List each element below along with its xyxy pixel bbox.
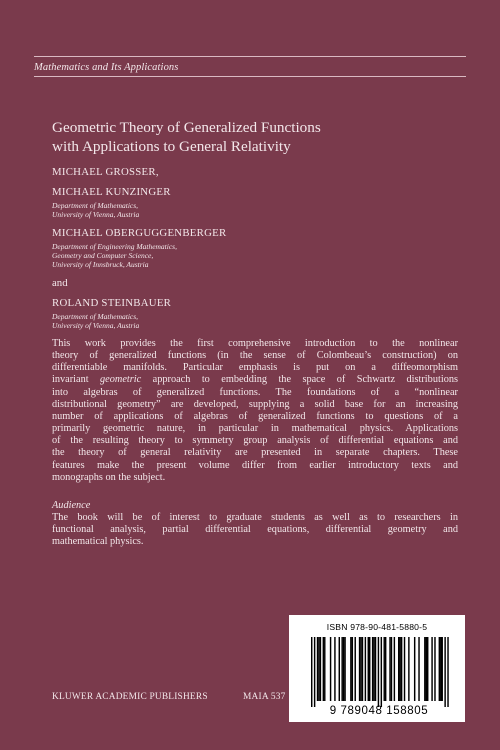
author-4 xyxy=(52,297,472,330)
abstract-line: This work provides the first comprehensive introduction to the nonlinear xyxy=(52,338,458,349)
barcode-bar xyxy=(440,637,441,701)
barcode-bar xyxy=(384,637,385,701)
series-code: MAIA 537 xyxy=(243,692,286,702)
barcode-bar xyxy=(408,637,409,701)
barcode-bar xyxy=(389,637,390,701)
and-connector: and xyxy=(52,277,68,289)
abstract-line: differentiable manifolds. Particular emphasis is put on a diffeomorphism xyxy=(52,362,458,374)
barcode-bar xyxy=(352,637,353,701)
isbn-label: ISBN 978-90-481-5880-5 xyxy=(326,622,428,632)
barcode-bar xyxy=(373,637,374,701)
series-rule xyxy=(34,76,466,77)
barcode-bar xyxy=(426,637,427,701)
author-name: MICHAEL OBERGUGGENBERGER xyxy=(52,227,227,239)
author-affiliation: Department of Engineering Mathematics, xyxy=(52,242,177,251)
barcode-bar xyxy=(339,637,340,701)
series-title: Mathematics and Its Applications xyxy=(34,62,179,73)
author-2 xyxy=(52,186,472,219)
book-title-line-1: Geometric Theory of Generalized Functions xyxy=(52,119,321,136)
barcode-bar xyxy=(341,637,342,701)
abstract-line: number of applications of algebras of generalized functions to questions of a xyxy=(52,410,458,422)
emphasis-geometric: geometric xyxy=(100,374,142,386)
abstract-line: distributional geometry” are developed, supplying a solid base for an increasing xyxy=(52,398,458,410)
barcode-bar xyxy=(330,637,331,701)
barcode-bar xyxy=(320,637,321,701)
abstract-fragment: approach to embedding the space of Schwartz distributions xyxy=(141,374,458,386)
barcode-bar xyxy=(311,637,312,707)
barcode-bar xyxy=(434,637,435,701)
barcode xyxy=(299,635,455,717)
abstract-line: the theory of general relativity are presented in separate chapters. These xyxy=(52,447,458,459)
barcode-bar xyxy=(334,637,335,701)
abstract-line xyxy=(52,374,458,386)
barcode-bar xyxy=(324,637,325,701)
abstract-line: into algebras of generalized functions. The foundations of a “nonlinear xyxy=(52,386,458,398)
barcode-bar xyxy=(369,637,370,701)
barcode-bar xyxy=(355,637,356,701)
barcode-bars xyxy=(311,637,449,707)
abstract-fragment: invariant xyxy=(52,374,101,386)
author-name: ROLAND STEINBAUER xyxy=(52,297,172,309)
barcode-bar xyxy=(365,637,366,701)
barcode-bar xyxy=(394,637,395,701)
barcode-bar xyxy=(427,637,428,701)
barcode-bar xyxy=(401,637,402,701)
author-affiliation: University of Vienna, Austria xyxy=(52,210,140,219)
abstract-line: primarily geometric nature, in particular in mathematical physics. Applications xyxy=(52,423,458,435)
barcode-bar xyxy=(447,637,448,707)
abstract-line: features make the present volume differ from earlier introductory texts and xyxy=(52,459,458,471)
audience-line: The book will be of interest to graduate students as well as to researchers in xyxy=(52,512,458,523)
barcode-bar xyxy=(391,637,392,701)
barcode-bar xyxy=(385,637,386,701)
barcode-bar xyxy=(381,637,382,707)
barcode-bar xyxy=(378,637,379,707)
barcode-bar xyxy=(375,637,376,701)
author-affiliation: Geometry and Computer Science, xyxy=(52,251,154,260)
audience-heading: Audience xyxy=(52,500,91,511)
barcode-bar xyxy=(368,637,369,701)
barcode-bar xyxy=(398,637,399,701)
barcode-bar xyxy=(424,637,425,701)
barcode-bar xyxy=(439,637,440,701)
barcode-bar xyxy=(404,637,405,701)
barcode-bar xyxy=(350,637,351,701)
barcode-bar xyxy=(343,637,344,701)
barcode-bar xyxy=(344,637,345,701)
barcode-digits: 9 789048 158805 xyxy=(329,705,429,717)
book-title xyxy=(52,118,472,156)
author-affiliation: Department of Mathematics, xyxy=(52,312,139,321)
author-affiliation: University of Innsbruck, Austria xyxy=(52,260,149,269)
publisher-name: KLUWER ACADEMIC PUBLISHERS xyxy=(52,692,208,702)
author-affiliation: University of Vienna, Austria xyxy=(52,321,140,330)
barcode-bar xyxy=(318,637,319,701)
author-name: MICHAEL GROSSER, xyxy=(52,166,159,178)
barcode-box xyxy=(289,615,465,722)
audience-line: functional analysis, partial differential equations, differential geometry and xyxy=(52,524,458,536)
barcode-bar xyxy=(418,637,419,701)
author-1 xyxy=(52,166,472,178)
barcode-bar xyxy=(360,637,361,701)
abstract-line: theory of generalized functions (in the sense of Colombeau’s construction) on xyxy=(52,350,458,362)
barcode-bar xyxy=(442,637,443,701)
book-title-line-2: with Applications to General Relativity xyxy=(52,138,291,155)
abstract-line: monographs on the subject. xyxy=(52,471,166,483)
barcode-bar xyxy=(359,637,360,701)
barcode-bar xyxy=(444,637,445,707)
audience-text xyxy=(52,512,458,548)
abstract xyxy=(52,338,458,484)
author-3 xyxy=(52,227,472,269)
barcode-bar xyxy=(372,637,373,701)
abstract-line: of the resulting theory to symmetry group analysis of differential equations and xyxy=(52,435,458,447)
author-affiliation: Department of Mathematics, xyxy=(52,201,139,210)
barcode-bar xyxy=(399,637,400,701)
barcode-bar xyxy=(362,637,363,701)
audience-line: mathematical physics. xyxy=(52,536,144,548)
barcode-bar xyxy=(414,637,415,701)
barcode-bar xyxy=(431,637,432,701)
barcode-bar xyxy=(314,637,315,707)
author-name: MICHAEL KUNZINGER xyxy=(52,186,171,198)
barcode-bar xyxy=(317,637,318,701)
top-rule xyxy=(34,56,466,57)
barcode-bar xyxy=(323,637,324,701)
